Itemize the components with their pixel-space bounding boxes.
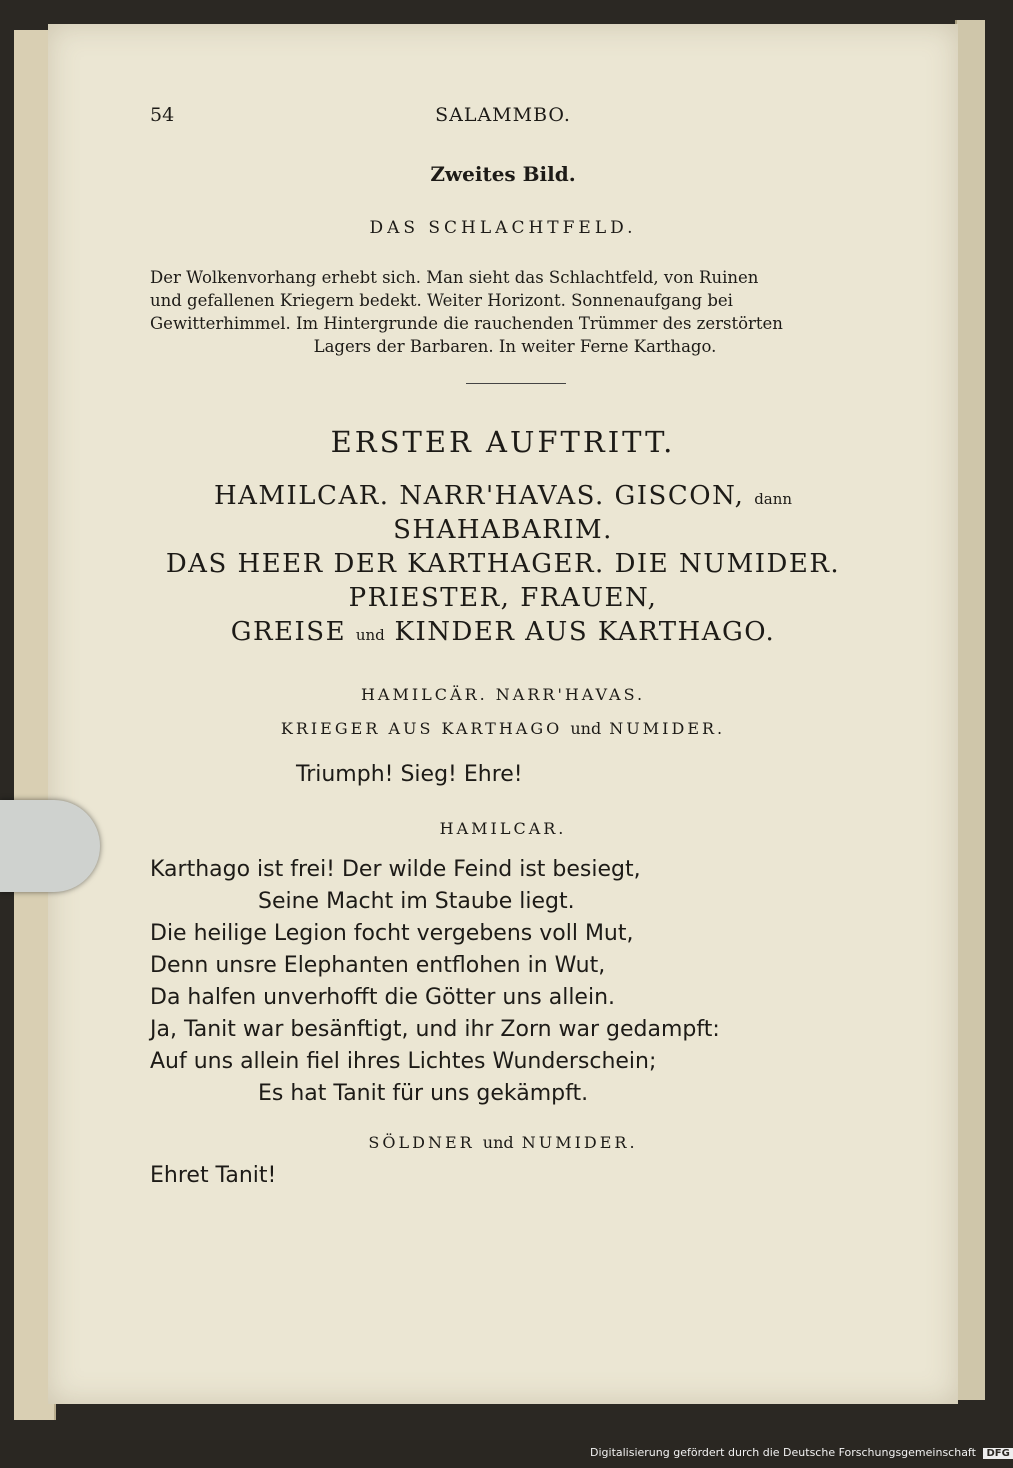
verse-line: Seine Macht im Staube liegt. xyxy=(258,889,575,914)
auftritt-title: ERSTER AUFTRITT. xyxy=(330,425,676,459)
speech-text: Triumph! Sieg! Ehre! xyxy=(296,762,523,787)
speaker-und: und xyxy=(570,719,602,738)
speaker-line: HAMILCÄR. NARR'HAVAS. xyxy=(360,685,646,704)
verse-line: Es hat Tanit für uns gekämpft. xyxy=(258,1081,589,1106)
stage-line: und gefallenen Kriegern bedekt. Weiter Horizont. Sonnenaufgang bei xyxy=(150,291,733,310)
cast-line: PRIESTER, FRAUEN, xyxy=(348,583,658,613)
cast-line xyxy=(48,617,958,647)
cast-line: DAS HEER DER KARTHAGER. DIE NUMIDER. xyxy=(165,549,841,579)
scene-title: DAS SCHLACHTFELD. xyxy=(369,218,637,238)
section-title: Zweites Bild. xyxy=(430,162,576,186)
running-title: SALAMMBO. xyxy=(435,104,571,126)
speaker-soeldner: SÖLDNER xyxy=(368,1133,475,1152)
footer-credit xyxy=(590,1446,1013,1459)
cast-dann: dann xyxy=(754,490,793,508)
verse-line: Auf uns allein fiel ihres Lichtes Wunderschein; xyxy=(150,1049,657,1074)
stage-line: Gewitterhimmel. Im Hintergrunde die rauchenden Trümmer des zerstörten xyxy=(150,314,783,333)
book-edge-right xyxy=(955,20,985,1400)
speaker-und: und xyxy=(482,1133,514,1152)
speaker-hamilcar: HAMILCAR. xyxy=(439,819,567,838)
verse-line: Da halfen unverhofft die Götter uns allein. xyxy=(150,985,616,1010)
speaker-numider: NUMIDER. xyxy=(521,1133,638,1152)
stage-line: Der Wolkenvorhang erhebt sich. Man sieht das Schlachtfeld, von Ruinen xyxy=(150,268,759,287)
page-clip xyxy=(0,800,100,892)
verse-line: Ja, Tanit war besänftigt, und ihr Zorn war gedampft: xyxy=(150,1017,720,1042)
stage-direction xyxy=(150,266,880,358)
page-number: 54 xyxy=(150,104,175,126)
verse-line: Karthago ist frei! Der wilde Feind ist besiegt, xyxy=(150,857,641,882)
divider-rule xyxy=(466,383,566,384)
speaker-line xyxy=(48,1133,958,1152)
speaker-numider: NUMIDER. xyxy=(609,719,726,738)
speaker-krieger: KRIEGER AUS KARTHAGO xyxy=(280,719,563,738)
cast-names: HAMILCAR. NARR'HAVAS. GISCON, xyxy=(213,481,745,511)
cast-kinder: KINDER AUS KARTHAGO. xyxy=(394,617,776,647)
speaker-line xyxy=(48,719,958,738)
footer-text: Digitalisierung gefördert durch die Deutsche Forschungsgemeinschaft xyxy=(590,1446,976,1459)
cast-greise: GREISE xyxy=(230,617,347,647)
cast-line: SHAHABARIM. xyxy=(393,515,613,545)
cast-line xyxy=(48,481,958,511)
stage-line: Lagers der Barbaren. In weiter Ferne Karthago. xyxy=(313,337,717,356)
verse-line: Die heilige Legion focht vergebens voll Mut, xyxy=(150,921,634,946)
cast-und: und xyxy=(355,626,385,644)
speech-text: Ehret Tanit! xyxy=(150,1163,277,1188)
verse-line: Denn unsre Elephanten entflohen in Wut, xyxy=(150,953,606,978)
dfg-logo: DFG xyxy=(983,1448,1012,1459)
